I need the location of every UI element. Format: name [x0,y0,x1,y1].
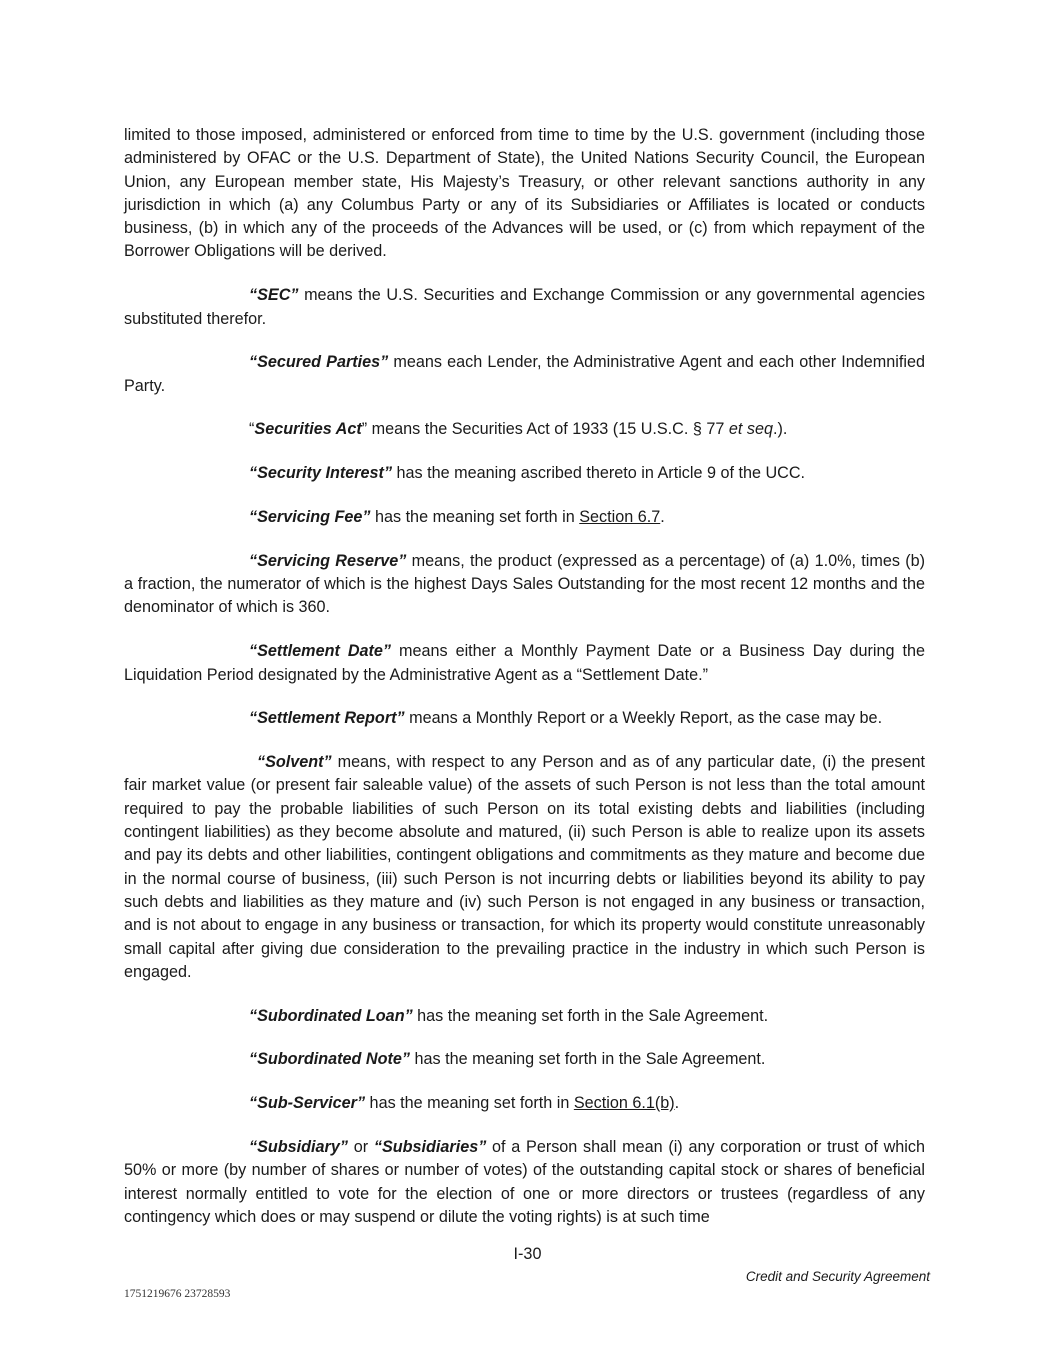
definition-text: means, the product (expressed as a percentage) of (a) 1.0%, times (b) a fraction, the numerator of which is the highest Days Sales Outstanding for the most recent 12 months and the denominator of which is 360. [124,551,925,617]
italic-text: et seq [728,420,773,439]
term: “Settlement Report” [249,709,405,728]
document-id: 1751219676 23728593 [124,1288,231,1300]
section-reference-link[interactable]: Section 6.7 [579,508,661,527]
definition-settlement-report [124,707,925,730]
definition-sub-servicer [124,1092,925,1115]
term: “Sub-Servicer” [249,1094,366,1113]
definition-text: means a Monthly Report or a Weekly Report, as the case may be. [404,709,883,728]
period: . [660,508,665,527]
term: “Servicing Fee” [249,508,371,527]
term: “Subordinated Note” [249,1050,410,1069]
definition-servicing-reserve [124,550,925,620]
definition-text: has the meaning set forth in [370,508,580,527]
definition-settlement-date [124,640,925,687]
term: “Security Interest” [249,464,393,483]
conjunction: or [347,1138,374,1156]
definition-solvent [124,751,925,984]
definition-securities-act [124,418,925,441]
term: “Solvent” [257,753,332,772]
close-quote: ” [361,420,368,439]
definition-subordinated-note [124,1048,925,1071]
definition-text: means either a Monthly Payment Date or a Business Day during the Liquidation Period designated by the Administrative Agent as a “Settlement Date.” [124,642,925,684]
definition-security-interest [124,462,925,485]
definition-subordinated-loan [124,1005,925,1028]
definition-sec [124,284,925,331]
definition-text: has the meaning set forth in [365,1094,574,1113]
period: . [674,1094,680,1113]
term: “Settlement Date” [249,642,392,661]
document-body [124,124,925,1250]
definition-secured-parties [124,351,925,398]
definition-servicing-fee [124,506,925,529]
term: “SEC” [249,286,299,305]
definition-text: means, with respect to any Person and as of any particular date, (i) the present fair market value (or present fair saleable value) of the assets of such Person is not less than the total amount required to pay the probable liabilities of such Person on its total existing debts and liabilities (including contingent liabilities) as they become absolute and matured, (ii) such Person is able to realize upon its assets and pay its debts and other liabilities, contingent obligations and commitments as they mature and become due in the normal course of business, (iii) such Person is not incurring debts or liabilities beyond its ability to pay such debts and liabilities as they mature and (iv) such Person is not engaged in any business or transaction, and is not about to engage in any business or transaction, for which its property would constitute unreasonably small capital after giving due consideration to the prevailing practice in the industry in which such Person is engaged. [124,753,925,981]
term: Securities Act [254,420,362,439]
term: “Secured Parties” [249,353,389,372]
open-quote: “ [249,420,255,439]
term: “Subsidiary” [249,1138,348,1156]
definition-text: means each Lender, the Administrative Agent and each other Indemnified Party. [124,353,925,395]
definition-text: of a Person shall mean (i) any corporation or trust of which 50% or more (by number of shares or number of votes) of the outstanding capital stock or shares of beneficial interest normally entitled to vote for the election of one or more directors or trustees (regardless of any contingency which does or may suspend or dilute the voting rights) is at such time [124,1138,925,1226]
definition-text: has the meaning set forth in the Sale Agreement. [412,1006,769,1025]
definition-text: means the U.S. Securities and Exchange Commission or any governmental agencies substituted therefor. [124,286,925,328]
footer-document-title: Credit and Security Agreement [745,1269,930,1284]
definition-subsidiary [124,1136,925,1229]
paragraph-sanctions-continued: limited to those imposed, administered or enforced from time to time by the U.S. government (including those administered by OFAC or the U.S. Department of State), the United Nations Security Council, the European Union, any European member state, His Majesty’s Treasury, or other relevant sanctions authority in any jurisdiction in which (a) any Columbus Party or any of its Subsidiaries or Affiliates is located or conducts business, (b) in which any of the proceeds of the Advances will be used, or (c) from which repayment of the Borrower Obligations will be derived. [124,126,925,261]
definition-text-end: .). [772,420,788,439]
page-number: I-30 [513,1245,542,1263]
term: “Subordinated Loan” [249,1006,413,1025]
definition-text: means the Securities Act of 1933 (15 U.S.C. § 77 [367,420,729,439]
definition-text: has the meaning ascribed thereto in Article 9 of the UCC. [392,464,806,483]
definition-text: has the meaning set forth in the Sale Agreement. [409,1050,766,1069]
term-alt: “Subsidiaries” [373,1138,487,1156]
term: “Servicing Reserve” [249,551,407,570]
section-reference-link[interactable]: Section 6.1(b) [573,1094,675,1113]
